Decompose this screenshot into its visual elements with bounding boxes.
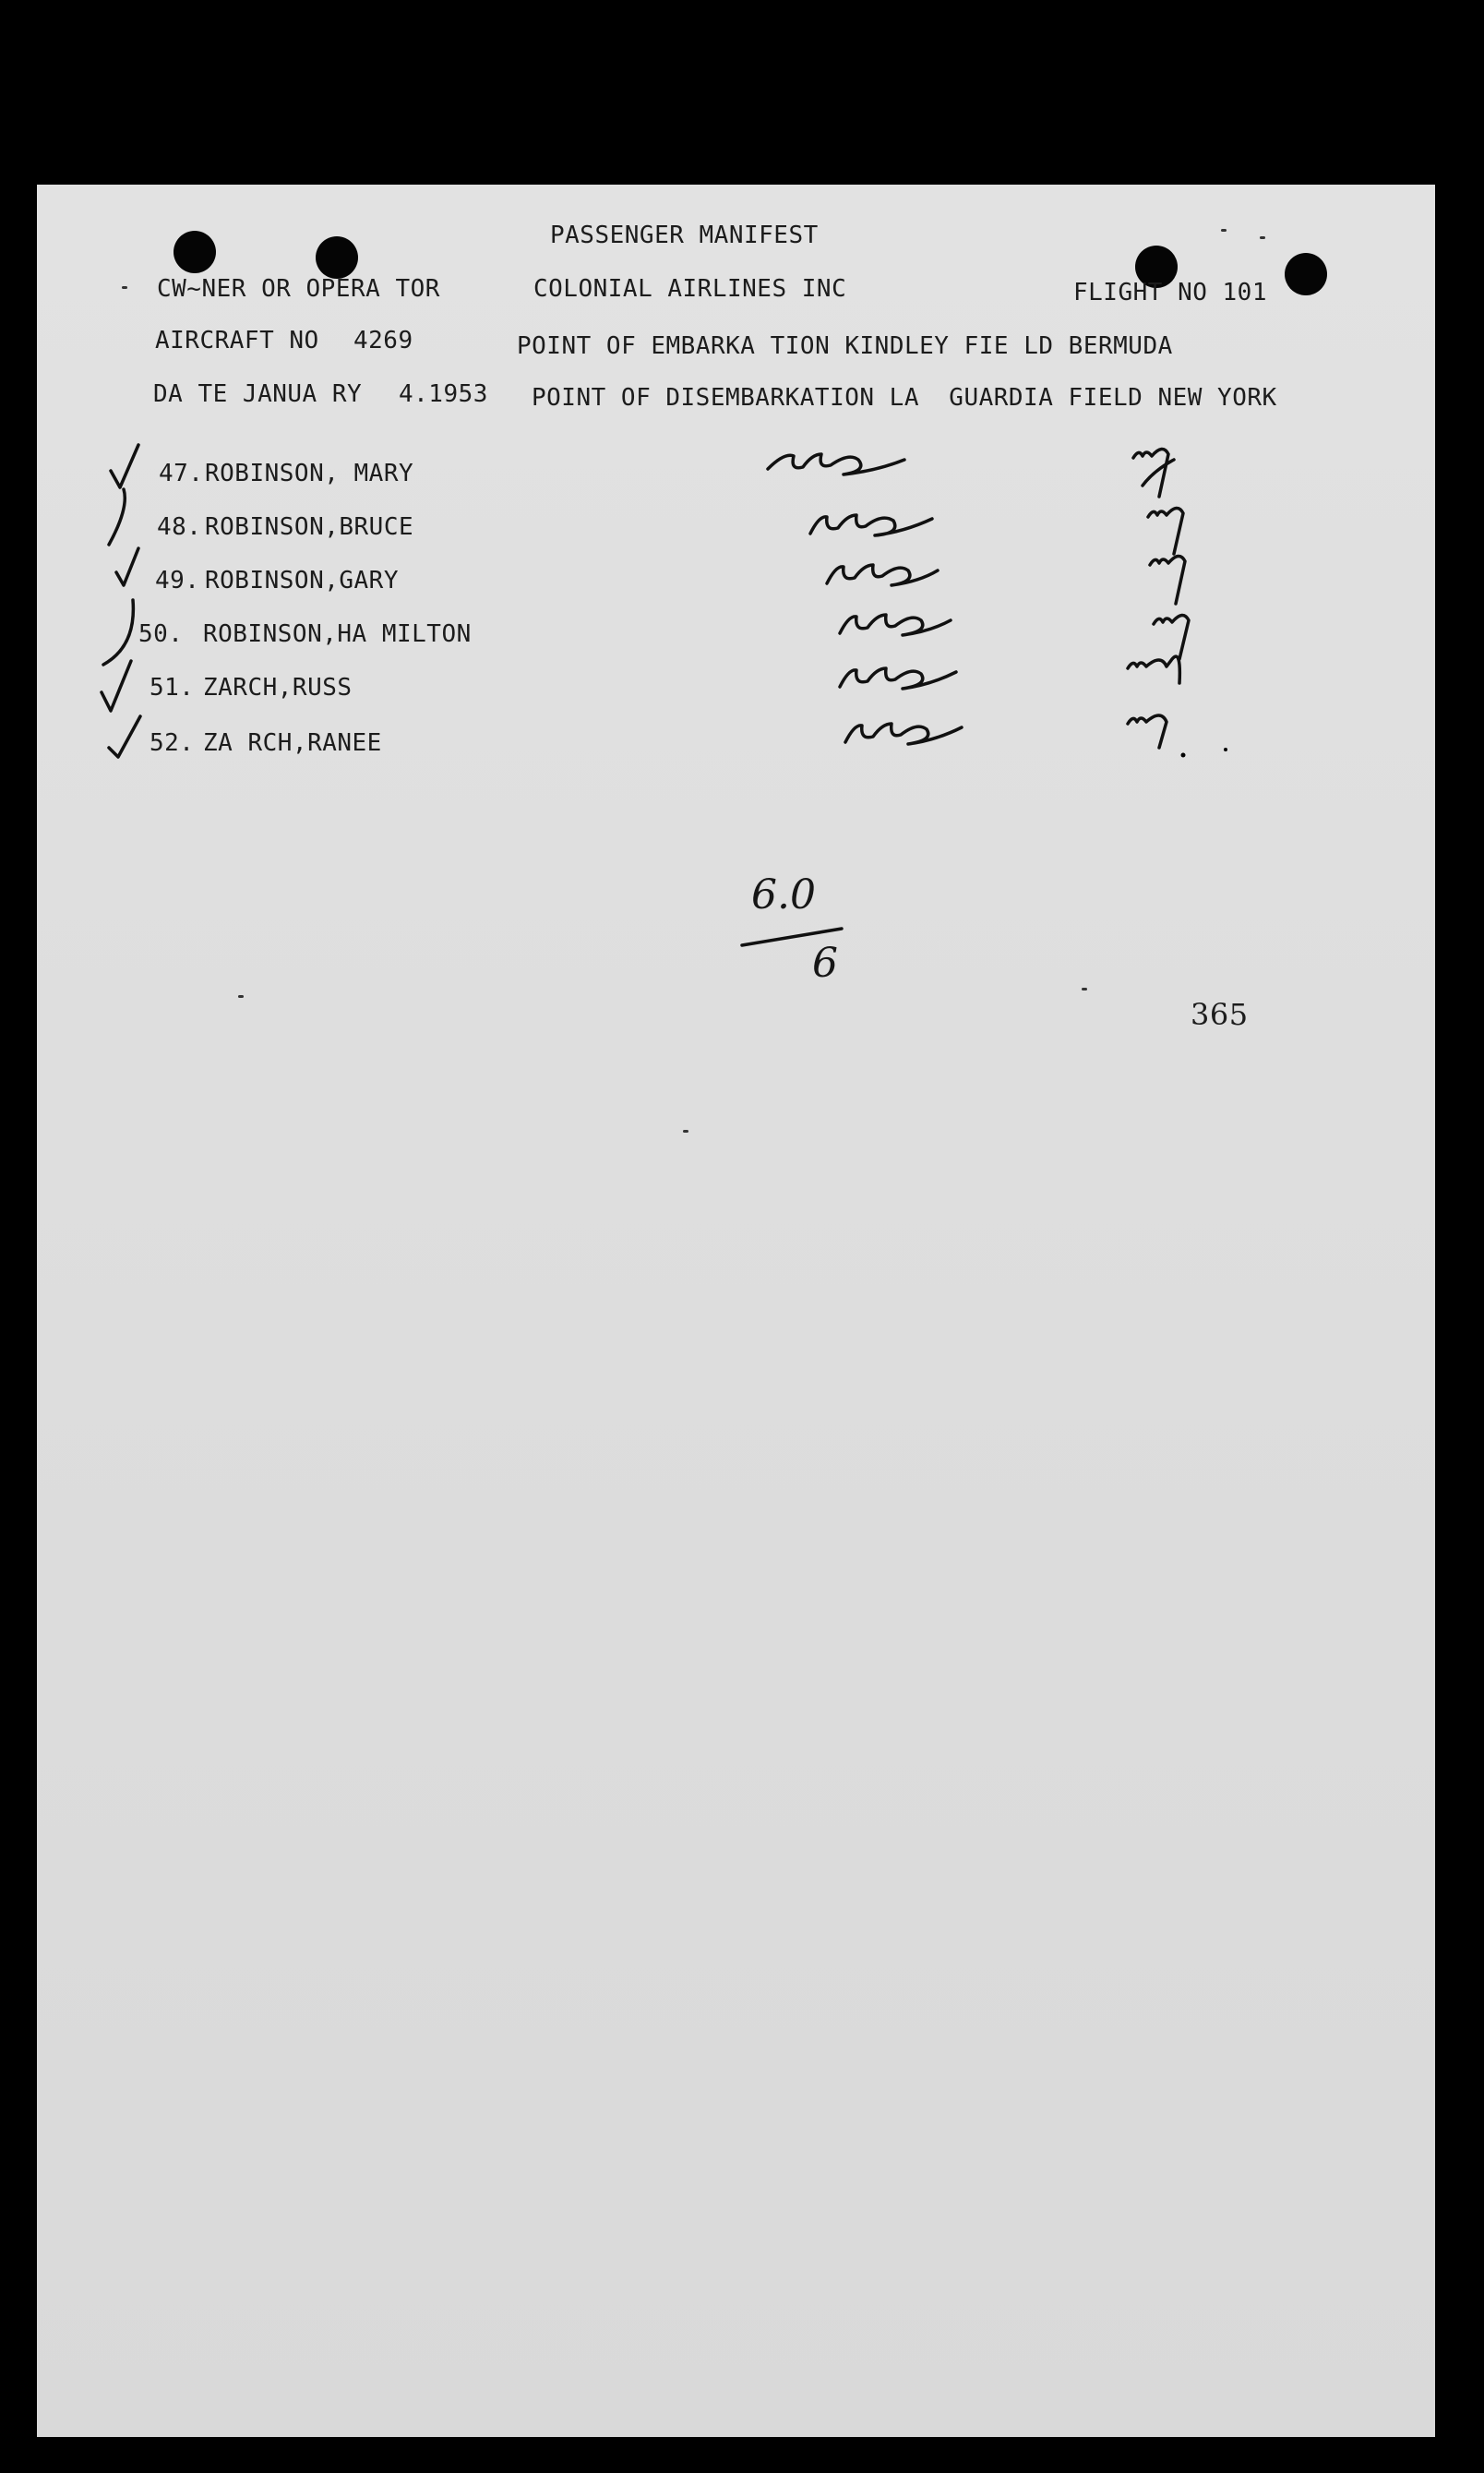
- passenger-number: 50.: [138, 620, 184, 648]
- owner-value: COLONIAL AIRLINES INC: [533, 275, 847, 303]
- passenger-name: ZA RCH,RANEE: [203, 729, 382, 757]
- aircraft-number: 4269: [353, 327, 413, 354]
- paper-speck: [122, 286, 127, 289]
- passenger-number: 47.: [159, 460, 204, 487]
- manifest-title: PASSENGER MANIFEST: [550, 222, 819, 249]
- check-mark-icon: [102, 661, 131, 711]
- check-mark-icon: [111, 445, 138, 487]
- check-mark-icon: [116, 548, 138, 585]
- passenger-number: 49.: [155, 567, 200, 594]
- check-mark-icon: [109, 489, 125, 545]
- passenger-number: 48.: [157, 513, 202, 541]
- passenger-number: 52.: [150, 729, 195, 757]
- paper-speck: [1221, 229, 1227, 232]
- tally-numerator: 6.0: [751, 871, 816, 918]
- flight-label: FLIGHT NO 101: [1073, 279, 1267, 306]
- date-label: DA TE JANUA RY: [153, 380, 363, 408]
- tally-denominator: 6: [812, 940, 838, 987]
- date-value: 4.1953: [399, 380, 488, 408]
- disembarkation-point: POINT OF DISEMBARKATION LA GUARDIA FIELD NEW YORK: [532, 384, 1277, 412]
- page-number: 365: [1191, 997, 1249, 1032]
- punch-hole: [316, 236, 358, 279]
- owner-label: CW~NER OR OPERA TOR: [157, 275, 440, 303]
- aircraft-label: AIRCRAFT NO: [155, 327, 319, 354]
- manifest-page: [37, 185, 1435, 2437]
- passenger-name: ROBINSON, MARY: [205, 460, 414, 487]
- check-mark-icon: [103, 600, 133, 665]
- check-marks: [83, 434, 166, 775]
- paper-speck: [238, 995, 244, 998]
- passenger-number: 51.: [150, 674, 195, 702]
- destination-marks: [1107, 425, 1246, 775]
- citizenship-marks: [720, 434, 997, 766]
- passenger-name: ROBINSON,BRUCE: [205, 513, 414, 541]
- paper-speck: [1260, 236, 1265, 239]
- paper-speck: [683, 1130, 688, 1133]
- passenger-name: ROBINSON,HA MILTON: [203, 620, 472, 648]
- check-mark-icon: [109, 716, 140, 757]
- paper-speck: [1082, 988, 1087, 990]
- punch-hole: [1285, 253, 1327, 295]
- embarkation-point: POINT OF EMBARKA TION KINDLEY FIE LD BERMUDA: [517, 332, 1173, 360]
- passenger-name: ROBINSON,GARY: [205, 567, 399, 594]
- passenger-name: ZARCH,RUSS: [203, 674, 353, 702]
- punch-hole: [174, 231, 216, 273]
